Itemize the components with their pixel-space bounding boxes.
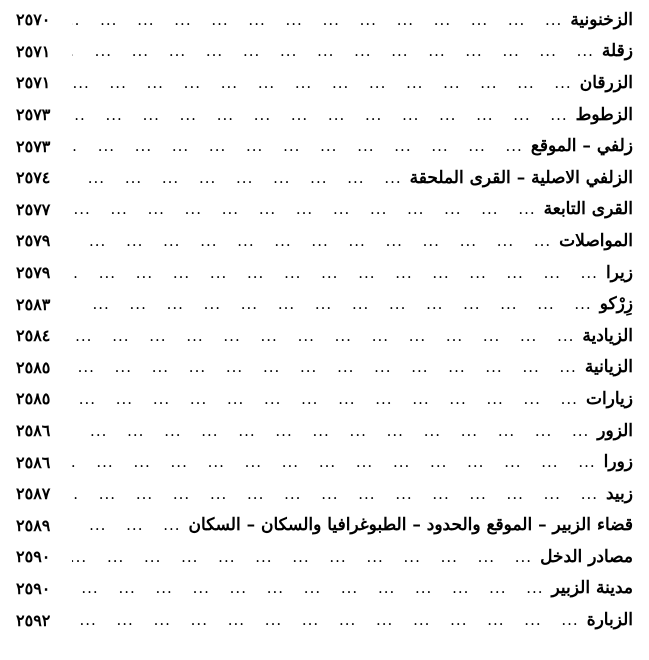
page-number: ٢٥٨٧ — [16, 484, 51, 504]
page-number: ٢٥٨٤ — [16, 326, 51, 346]
toc-entry — [16, 194, 633, 226]
page-number: ٢٥٩٠ — [16, 578, 51, 598]
dot-leader — [72, 232, 551, 250]
toc-entry — [16, 352, 633, 384]
toc-entry — [16, 415, 633, 447]
entry-title: الزرقان — [579, 72, 633, 93]
dot-leader — [72, 611, 579, 629]
toc-entry — [16, 383, 633, 415]
entry-title: الزخنونية — [570, 9, 633, 30]
dot-leader — [72, 485, 598, 503]
dot-leader — [72, 390, 578, 408]
toc-entry — [16, 99, 633, 131]
entry-title: زيرا — [605, 262, 633, 283]
page-number: ٢٥٧٣ — [16, 105, 51, 125]
entry-title: زبيد — [606, 483, 633, 504]
toc-entry — [16, 4, 633, 36]
dot-leader — [72, 516, 181, 534]
dot-leader — [72, 11, 562, 29]
page-number: ٢٥٧١ — [16, 73, 51, 93]
toc-entry — [16, 67, 633, 99]
toc-entry — [16, 225, 633, 257]
dot-leader — [72, 106, 568, 124]
page-number: ٢٥٧٩ — [16, 231, 51, 251]
entry-title: زقلة — [601, 41, 633, 62]
page-number: ٢٥٧٣ — [16, 136, 51, 156]
entry-title: الزيادية — [582, 325, 633, 346]
dot-leader — [72, 358, 577, 376]
toc-entry — [16, 162, 633, 194]
entry-title: الزلفي الاصلية – القرى الملحقة — [409, 167, 633, 188]
dot-leader — [72, 264, 598, 282]
dot-leader — [72, 295, 592, 313]
toc-entry — [16, 604, 633, 636]
dot-leader — [72, 169, 402, 187]
entry-title: زيارات — [585, 388, 633, 409]
entry-title: زورا — [603, 452, 633, 473]
toc-entry — [16, 541, 633, 573]
page-number: ٢٥٧٩ — [16, 263, 51, 283]
page-number: ٢٥٨٥ — [16, 357, 51, 377]
page-number: ٢٥٩٢ — [16, 610, 51, 630]
dot-leader — [72, 422, 589, 440]
dot-leader — [72, 200, 536, 218]
toc-entry — [16, 446, 633, 478]
page-number: ٢٥٧٠ — [16, 10, 51, 30]
entry-title: الزطوط — [575, 104, 633, 125]
toc-entry — [16, 288, 633, 320]
toc-entry — [16, 573, 633, 605]
page-number: ٢٥٨٥ — [16, 389, 51, 409]
entry-title: مصادر الدخل — [540, 546, 633, 567]
entry-title: الزبارة — [586, 610, 633, 631]
page-number: ٢٥٧٤ — [16, 168, 51, 188]
toc-entry — [16, 478, 633, 510]
dot-leader — [72, 453, 596, 471]
entry-title: المواصلات — [559, 230, 633, 251]
dot-leader — [72, 579, 544, 597]
entry-title: زِرْكو — [599, 294, 633, 315]
dot-leader — [72, 42, 594, 60]
dot-leader — [72, 137, 523, 155]
entry-title: زلفي – الموقع — [530, 136, 633, 157]
page-number: ٢٥٧٧ — [16, 199, 51, 219]
entry-title: الزور — [597, 420, 633, 441]
entry-title: قضاء الزبير – الموقع والحدود – الطبوغرافيا والسكان – السكان — [188, 515, 633, 536]
toc-entry — [16, 320, 633, 352]
page-number: ٢٥٧١ — [16, 41, 51, 61]
toc-entry — [16, 36, 633, 68]
page-number: ٢٥٨٣ — [16, 294, 51, 314]
page-number: ٢٥٨٦ — [16, 452, 51, 472]
page-number: ٢٥٨٦ — [16, 421, 51, 441]
entry-title: القرى التابعة — [543, 199, 633, 220]
dot-leader — [72, 548, 532, 566]
toc-entry — [16, 510, 633, 542]
toc-entry — [16, 257, 633, 289]
page-number: ٢٥٨٩ — [16, 515, 51, 535]
entry-title: الزيانية — [584, 357, 633, 378]
page-number: ٢٥٩٠ — [16, 547, 51, 567]
dot-leader — [72, 74, 572, 92]
dot-leader — [72, 327, 574, 345]
entry-title: مدينة الزبير — [551, 578, 633, 599]
toc-entry — [16, 130, 633, 162]
